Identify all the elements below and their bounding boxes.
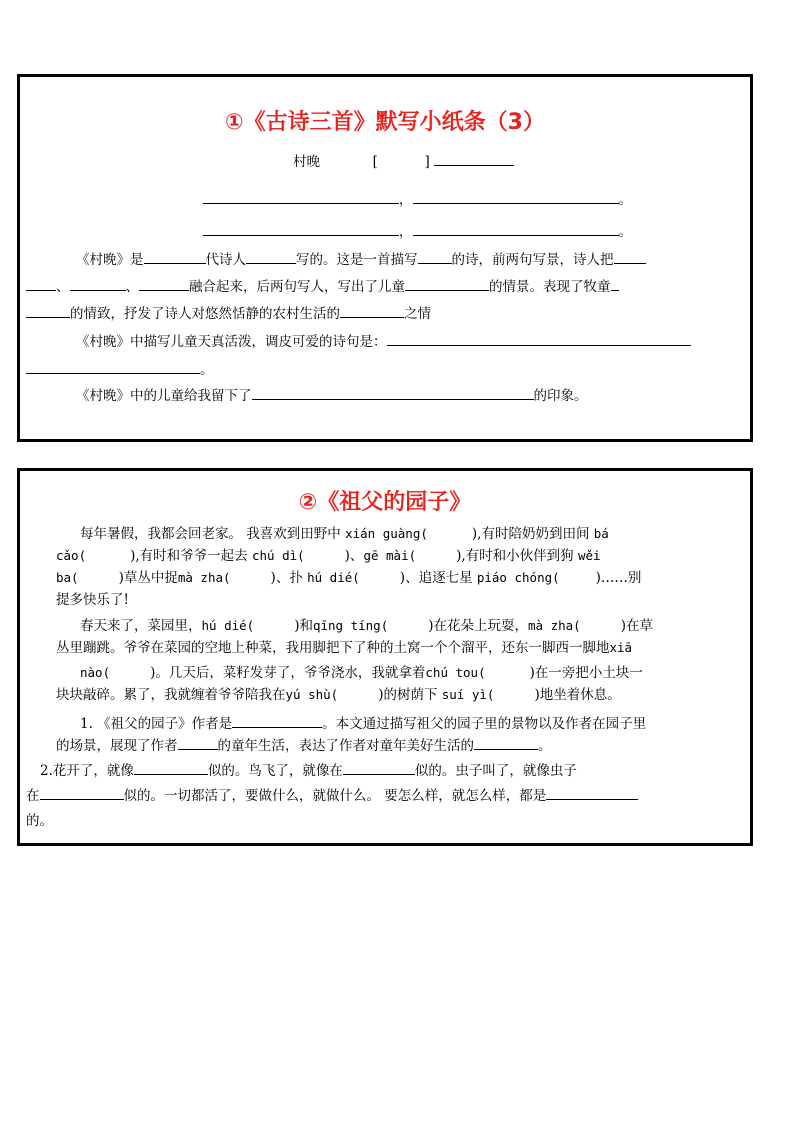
pinyin: piáo chóng( <box>476 570 560 585</box>
poem-heading <box>293 151 514 172</box>
text: )、 <box>344 548 364 564</box>
blank[interactable] <box>232 713 322 728</box>
passage-line-5 <box>80 616 653 636</box>
blank[interactable] <box>546 785 638 800</box>
section-2-title: ②《祖父的园子》 <box>298 490 472 515</box>
poem-line-1-blank-a[interactable] <box>203 189 399 204</box>
pinyin: suí yì( <box>441 687 495 702</box>
text: )和 <box>294 618 313 634</box>
text: 的情致，抒发了诗人对悠然恬静的农村生活的 <box>70 306 340 322</box>
blank[interactable] <box>474 735 538 750</box>
text: 《村晚》中描写儿童天真活泼，调皮可爱的诗句是： <box>76 334 387 350</box>
period: 。 <box>618 192 632 208</box>
text: 代诗人 <box>205 252 246 268</box>
poem-title: 村晚 <box>293 154 320 170</box>
text: )。几天后，菜籽发芽了，爷爷浇水，我就拿着 <box>150 665 426 681</box>
bracket-close: ] <box>424 154 430 170</box>
period: 。 <box>618 224 632 240</box>
pinyin: xián guàng( <box>345 526 428 541</box>
pinyin: qīng tíng( <box>312 618 389 633</box>
pinyin: hú dié( <box>307 570 360 585</box>
text: )地坐着休息。 <box>534 687 621 703</box>
section-1-title: ①《古诗三首》默写小纸条（3） <box>225 110 545 135</box>
text: 融合起来，后两句写人，写出了儿童 <box>189 279 405 295</box>
text: ),有时陪奶奶到田间 <box>471 526 594 542</box>
blank[interactable] <box>134 760 208 775</box>
poem-line-1-blank-b[interactable] <box>413 189 619 204</box>
text: )在花朵上玩耍， <box>428 618 529 634</box>
text: 每年暑假，我都会回老家。 我喜欢到田野中 <box>80 526 346 542</box>
q2-line-a <box>40 760 577 781</box>
text: 似的。虫子叫了，就像虫子 <box>414 763 577 779</box>
text: 的印象。 <box>533 388 588 404</box>
text: 2.花开了，就像 <box>40 763 134 779</box>
poem-line-2-blank-a[interactable] <box>203 221 399 236</box>
blank[interactable] <box>26 359 200 374</box>
q1-line-1 <box>76 249 646 270</box>
text: 在 <box>26 788 40 804</box>
text: 、 <box>56 279 70 295</box>
author-blank[interactable] <box>434 151 514 166</box>
pinyin: ba( <box>56 570 79 585</box>
q1-line-3 <box>26 303 431 324</box>
blank[interactable] <box>614 249 646 264</box>
blank[interactable] <box>387 331 691 346</box>
q1-line-2 <box>26 276 619 297</box>
pinyin: hú dié( <box>201 618 255 633</box>
text: ),有时和爷爷一起去 <box>130 548 252 564</box>
passage-line-7 <box>80 663 643 683</box>
passage-line-6 <box>56 638 632 658</box>
text: 《村晚》是 <box>76 252 144 268</box>
text: 的童年生活，表达了作者对童年美好生活的 <box>217 738 474 754</box>
pinyin: mà zha( <box>528 618 581 633</box>
q1-line-b <box>56 735 552 756</box>
q2-line-2 <box>26 359 214 380</box>
q2-line-b <box>26 785 638 806</box>
passage-line-1 <box>80 524 609 544</box>
blank[interactable] <box>405 276 489 291</box>
blank[interactable] <box>611 276 619 291</box>
blank[interactable] <box>144 249 206 264</box>
comma: ， <box>399 192 413 208</box>
passage-line-8 <box>56 685 621 705</box>
q1-line-a <box>80 713 646 734</box>
blank[interactable] <box>252 385 534 400</box>
blank[interactable] <box>26 303 70 318</box>
blank[interactable] <box>418 249 452 264</box>
passage-line-2 <box>56 546 601 566</box>
comma: ， <box>399 224 413 240</box>
text: 。 <box>538 738 552 754</box>
text: 丛里蹦跳。爷爷在菜园的空地上种菜，我用脚把下了种的土窝一个个溜平，还东一脚西一脚地 <box>56 640 610 656</box>
pinyin: cǎo( <box>56 548 87 563</box>
text: )、追逐七星 <box>399 570 477 586</box>
text: 1. 《祖父的园子》作者是 <box>80 716 233 732</box>
q3-line <box>76 385 588 406</box>
text: 之情 <box>404 306 431 322</box>
pinyin: wěi <box>577 548 601 563</box>
passage-line-3 <box>56 568 641 588</box>
section-2-card <box>17 468 753 846</box>
poem-line-1 <box>203 189 632 210</box>
text: )在一旁把小土块一 <box>529 665 643 681</box>
pinyin: xiā <box>609 640 633 655</box>
text: 。本文通过描写祖父的园子里的景物以及作者在园子里 <box>322 716 647 732</box>
text: )的树荫下 <box>378 687 442 703</box>
text: ),有时和小伙伴到狗 <box>456 548 578 564</box>
blank[interactable] <box>178 735 218 750</box>
text: 的诗，前两句写景，诗人把 <box>451 252 614 268</box>
q2-line-c: 的。 <box>26 813 53 829</box>
text: 似的。一切都活了，要做什么，就做什么。 要怎么样，就怎么样，都是 <box>123 788 547 804</box>
text: 似的。鸟飞了，就像在 <box>207 763 343 779</box>
blank[interactable] <box>139 276 189 291</box>
text: )……别 <box>595 570 642 586</box>
blank[interactable] <box>70 276 126 291</box>
pinyin: nào( <box>80 665 111 680</box>
text: 。 <box>200 362 214 378</box>
text: 块块敲碎。累了，我就缠着爷爷陪我在 <box>56 687 286 703</box>
section-1-card <box>17 74 753 442</box>
text: 《村晚》中的儿童给我留下了 <box>76 388 252 404</box>
text: 写的。这是一首描写 <box>296 252 418 268</box>
text: 的情景。表现了牧童 <box>489 279 611 295</box>
text: 的场景，展现了作者 <box>56 738 178 754</box>
passage-line-4: 提多快乐了! <box>56 592 129 608</box>
pinyin: mà zha( <box>177 570 231 585</box>
dynasty-blank[interactable] <box>382 152 420 166</box>
pinyin: chú tou( <box>425 665 486 680</box>
text: )在草 <box>620 618 653 634</box>
poem-line-2-blank-b[interactable] <box>413 221 619 236</box>
bracket-open: [ <box>372 154 378 170</box>
text: 、 <box>125 279 139 295</box>
blank[interactable] <box>340 303 404 318</box>
q2-line-1 <box>76 331 691 352</box>
pinyin: gē mài( <box>363 548 417 563</box>
blank[interactable] <box>26 276 56 291</box>
blank[interactable] <box>343 760 415 775</box>
blank[interactable] <box>246 249 296 264</box>
text: )、扑 <box>270 570 308 586</box>
text: 春天来了，菜园里， <box>80 618 202 634</box>
blank[interactable] <box>40 785 124 800</box>
poem-line-2 <box>203 221 632 242</box>
text: )草丛中捉 <box>118 570 178 586</box>
pinyin: bá <box>593 526 609 541</box>
pinyin: yú shù( <box>285 687 339 702</box>
pinyin: chú dì( <box>251 548 305 563</box>
